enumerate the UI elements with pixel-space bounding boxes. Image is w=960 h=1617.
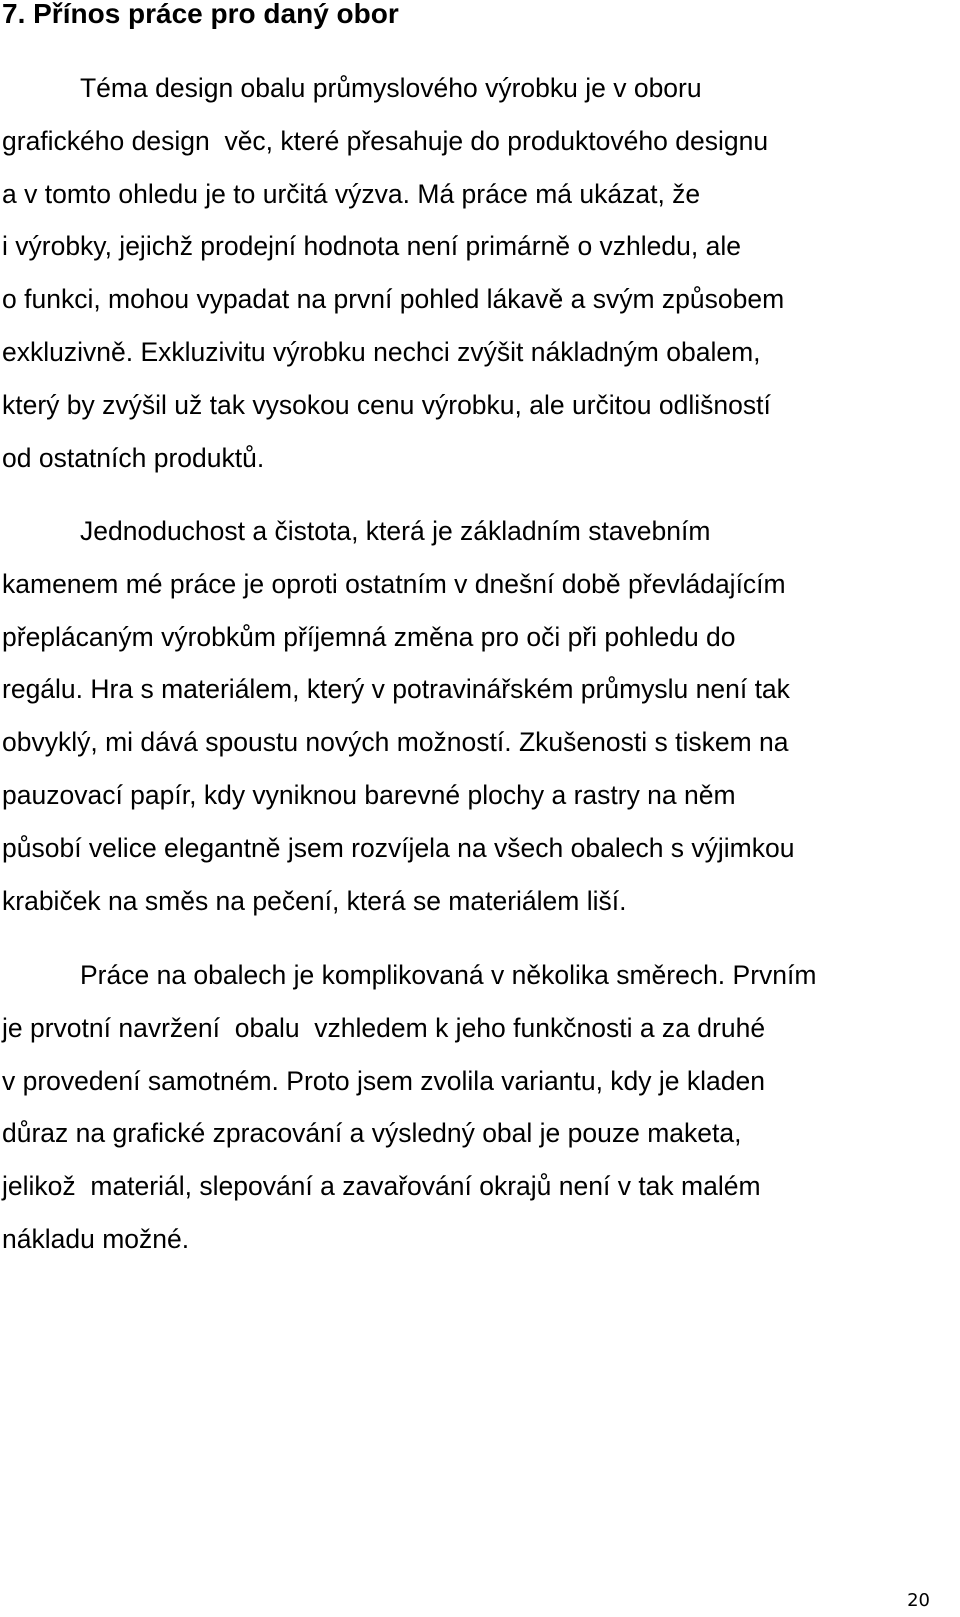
paragraph-line: působí velice elegantně jsem rozvíjela na všech obalech s výjimkou (2, 832, 795, 863)
paragraph-line: o funkci, mohou vypadat na první pohled lákavě a svým způsobem (2, 284, 785, 315)
paragraph-line: přeplácaným výrobkům příjemná změna pro oči při pohledu do (2, 621, 736, 652)
paragraph-line: a v tomto ohledu je to určitá výzva. Má práce má ukázat, že (2, 178, 701, 209)
page-number: 20 (907, 1590, 930, 1611)
paragraph-line: krabiček na směs na pečení, která se materiálem liší. (2, 885, 627, 916)
paragraph-line: jelikož materiál, slepování a zavařování okrajů není v tak malém (2, 1171, 761, 1202)
paragraph-1 (2, 62, 942, 484)
paragraph-line: Práce na obalech je komplikovaná v několika směrech. Prvním (80, 960, 817, 990)
paragraph-line: Jednoduchost a čistota, která je základním stavebním (80, 516, 711, 546)
paragraph-line: který by zvýšil už tak vysokou cenu výrobku, ale určitou odlišností (2, 389, 771, 420)
paragraph-line: kamenem mé práce je oproti ostatním v dnešní době převládajícím (2, 568, 786, 599)
paragraph-line: regálu. Hra s materiálem, který v potravinářském průmyslu není tak (2, 674, 790, 705)
paragraph-line: i výrobky, jejichž prodejní hodnota není primárně o vzhledu, ale (2, 231, 741, 262)
paragraph-line: exkluzivně. Exkluzivitu výrobku nechci zvýšit nákladným obalem, (2, 336, 761, 367)
paragraph-line: nákladu možné. (2, 1223, 190, 1254)
paragraph-2 (2, 505, 942, 927)
paragraph-line: Téma design obalu průmyslového výrobku je v oboru (80, 73, 702, 103)
paragraph-line: je prvotní navržení obalu vzhledem k jeho funkčnosti a za druhé (2, 1012, 766, 1043)
paragraph-line: důraz na grafické zpracování a výsledný obal je pouze maketa, (2, 1118, 742, 1149)
section-heading: 7. Přínos práce pro daný obor (2, 0, 399, 29)
paragraph-line: od ostatních produktů. (2, 442, 265, 473)
paragraph-line: pauzovací papír, kdy vyniknou barevné plochy a rastry na něm (2, 779, 736, 810)
paragraph-line: v provedení samotném. Proto jsem zvolila variantu, kdy je kladen (2, 1065, 765, 1096)
paragraph-3 (2, 949, 942, 1266)
paragraph-line: grafického design věc, které přesahuje do produktového designu (2, 125, 769, 156)
paragraph-line: obvyklý, mi dává spoustu nových možností. Zkušenosti s tiskem na (2, 727, 789, 758)
